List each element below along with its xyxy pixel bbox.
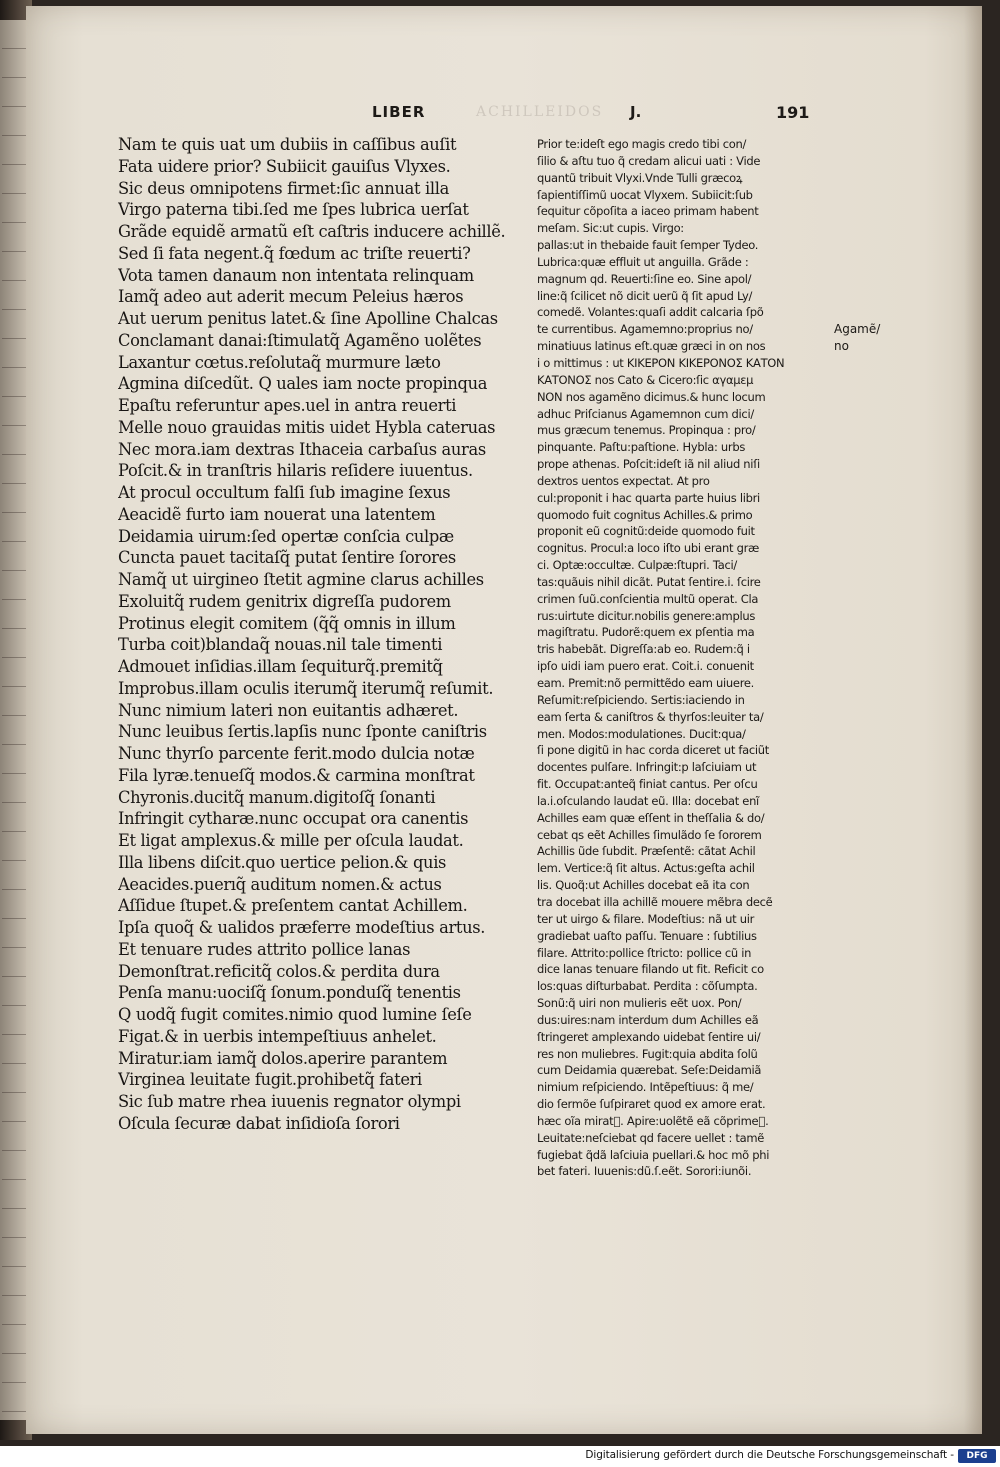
commentary-line: quomodo fuit cognitus Achilles.& primo (537, 507, 753, 522)
previous-page-line (2, 281, 26, 310)
commentary-line: te currentibus. Agamemno:proprius no/ (537, 322, 753, 337)
previous-page-line (2, 1354, 26, 1383)
commentary-line: hæc oĩa miratᷓ. Apire:uolẽtẽ eã cõprimeᷓ. (537, 1113, 769, 1128)
poem-line: Q uodq̃ fugit comites.nimio quod lumine ſeſe (118, 1005, 472, 1024)
commentary-line: la.i.oſculando laudat eũ. Illa: docebat enĩ (537, 793, 759, 808)
previous-page-line (2, 1035, 26, 1064)
poem-line: Improbus.illam oculis iterumq̃ iterumq̃ reſumit. (118, 678, 494, 698)
previous-page-line (2, 310, 26, 339)
previous-page-line (2, 1325, 26, 1354)
previous-page-line (2, 165, 26, 194)
poem-line: Virgo paterna tibi.ſed me ſpes lubrica uerſat (118, 200, 469, 220)
poem-line: Nunc nimium lateri non euitantis adhæret. (118, 700, 459, 720)
previous-page-line (2, 977, 26, 1006)
commentary-line: Prior te:ideſt ego magis credo tibi con/ (537, 137, 747, 151)
previous-page-line (2, 803, 26, 832)
poem-line: Epaſtu referuntur apes.uel in antra reuerti (118, 396, 457, 415)
previous-page-line (2, 252, 26, 281)
poem-line: Miratur.iam iamq̃ dolos.aperire parantem (118, 1048, 448, 1068)
commentary-line: prope athenas. Poſcit:ideſt iã nil aliud niſi (537, 457, 760, 472)
commentary-line: fugiebat q̃dã laſciuia puellari.& hoc mõ phi (537, 1147, 770, 1162)
previous-page-line (2, 919, 26, 948)
previous-page-line (2, 745, 26, 774)
commentary-line: ΝΟΝ nos agamẽno dicimus.& hunc locum (537, 389, 766, 404)
poem-line: Poſcit.& in tranſtris hilaris reſidere iuuentus. (118, 461, 473, 481)
poem-line: Melle nouo grauidas mitis uidet Hybla cateruas (118, 417, 496, 437)
previous-page-line (2, 629, 26, 658)
commentary-line: fit. Occupat:anteq̃ finiat cantus. Per oſcu (537, 777, 758, 792)
poem-line: Aut uerum penitus latet.& ſine Apolline Chalcas (118, 309, 498, 328)
previous-page-edge (0, 20, 28, 1420)
previous-page-line (2, 397, 26, 426)
commentary-line: crimen ſuũ.conſcientia multũ operat. Cla (537, 591, 759, 606)
poem-line: Turba coit)blandaq̃ nouas.nil tale timenti (118, 635, 443, 655)
poem-line: Grãde equidẽ armatũ eſt caſtris inducere achillẽ. (118, 222, 506, 241)
poem-line: Fata uidere prior? Subiicit gauiſus Vlyxes. (118, 156, 451, 176)
commentary-line: tas:quãuis nihil dicãt. Putat ſentire.i. ſcire (537, 574, 761, 589)
commentary-line: bet fateri. Iuuenis:dũ.ſ.eẽt. Sorori:iunõi. (537, 1164, 752, 1179)
poem-line: Et ligat amplexus.& mille per oſcula laudat. (118, 831, 464, 850)
poem-line: Illa libens diſcit.quo uertice pelion.& quis (118, 852, 447, 872)
previous-page-line (2, 658, 26, 687)
poem-line: Demonſtrat.reficitq̃ colos.& perdita dura (118, 961, 440, 981)
poem-line: Figat.& in uerbis intempeſtiuus anhelet. (118, 1026, 437, 1046)
previous-page-line (2, 1006, 26, 1035)
commentary-line: cul:proponit i hac quarta parte huius libri (537, 490, 760, 505)
previous-page-line (2, 1093, 26, 1122)
previous-page-line (2, 1209, 26, 1238)
poem-line: Iamq̃ adeo aut aderit mecum Peleius hæros (118, 287, 464, 307)
commentary-line: tris habebãt. Digreſſa:ab eo. Rudem:q̃ i (537, 642, 750, 657)
commentary-line: ci. Optæ:occultæ. Culpæ:ſtupri. Taci/ (537, 558, 737, 573)
previous-page-line (2, 513, 26, 542)
commentary-line: dextros uentos expectat. At pro (537, 473, 710, 488)
poem-line: Sic deus omnipotens firmet:ſic annuat illa (118, 178, 449, 198)
previous-page-line (2, 832, 26, 861)
margin-note (834, 321, 894, 355)
poem-line: Laxantur cœtus.reſolutaq̃ murmure læto (118, 352, 441, 372)
previous-page-line (2, 20, 26, 49)
previous-page-line (2, 1238, 26, 1267)
poem-line: Infringit cytharæ.nunc occupat ora canentis (118, 809, 469, 829)
previous-page-line (2, 78, 26, 107)
poem-line: Aeacidẽ furto iam nouerat una latentem (118, 504, 436, 524)
previous-page-line (2, 571, 26, 600)
poem-line: Nunc thyrſo parcente ferit.modo dulcia notæ (118, 744, 475, 763)
poem-line: Admouet inſidias.illam ſequiturq̃.premitq̃ (118, 657, 443, 676)
commentary-line: dus:uires:nam interdum dum Achilles eã (537, 1012, 759, 1027)
previous-page-line (2, 1383, 26, 1412)
poem-line: Nunc leuibus ſertis.lapſis nunc ſponte caniſtris (118, 722, 487, 742)
commentary-column (537, 136, 837, 1180)
showthrough-text: ACHILLEIDOS (476, 104, 604, 120)
commentary-line: ſequitur cõpoſita a iaceo primam habent (537, 204, 759, 219)
previous-page-line (2, 484, 26, 513)
previous-page-line (2, 136, 26, 165)
poem-line: Protinus elegit comitem (q̃q̃ omnis in illum (118, 613, 456, 633)
dfg-logo: DFG (958, 1449, 996, 1463)
commentary-line: filare. Attrito:pollice ſtricto: pollice cũ in (537, 945, 752, 960)
poem-line: Penſa manu:uociſq̃ ſonum.ponduſq̃ tenentis (118, 983, 461, 1003)
commentary-line: Achilles eam quæ eſſent in theſſalia & do/ (537, 810, 765, 825)
commentary-line: cebat qs eẽt Achilles ſimulãdo ſe ſororem (537, 827, 762, 842)
previous-page-line (2, 223, 26, 252)
previous-page-line (2, 861, 26, 890)
commentary-line: nimium reſpiciendo. Intẽpeſtiuus: q̃ me/ (537, 1080, 754, 1095)
commentary-line: magnum qd. Reuerti:ſine eo. Sine apol/ (537, 271, 752, 286)
margin-note-line: Agamẽ/ (834, 322, 881, 336)
previous-page-line (2, 368, 26, 397)
commentary-line: Lubrica:quæ effluit ut anguilla. Grãde : (537, 254, 749, 269)
poem-line: Aeacides.puerıq̃ auditum nomen.& actus (118, 874, 442, 894)
commentary-line: gradiebat uaſto paſſu. Tenuare : ſubtilius (537, 928, 757, 943)
book-page (26, 6, 982, 1434)
poem-line: Vota tamen danaum non intentata relinquam (118, 265, 474, 285)
poem-line: Cuncta pauet tacitaſq̃ putat ſentire ſorores (118, 548, 456, 568)
commentary-line: ΚΑΤΟΝΟΣ nos Cato & Cicero:ſic αγαμεμ (537, 372, 754, 387)
previous-page-line (2, 1180, 26, 1209)
previous-page-line (2, 774, 26, 803)
commentary-line: los:quas diſturbabat. Perdita : cõſumpta. (537, 979, 758, 994)
commentary-line: ſapientiſſimũ uocat Vlyxem. Subiicit:ſub (537, 187, 753, 202)
previous-page-line (2, 1064, 26, 1093)
commentary-line: rus:uirtute dicitur.nobilis genere:amplus (537, 608, 756, 623)
commentary-line: ſtringeret amplexando uidebat ſentire ui/ (537, 1029, 761, 1044)
commentary-line: eam ſerta & caniſtros & thyrſos:leuiter ta/ (537, 709, 764, 724)
poem-text-column (118, 134, 538, 1135)
previous-page-line (2, 890, 26, 919)
previous-page-line (2, 600, 26, 629)
commentary-line: pallas:ut in thebaide fauit ſemper Tydeo. (537, 238, 759, 253)
commentary-line: cognitus. Procul:a loco iſto ubi erant græ (537, 541, 760, 556)
previous-page-line (2, 1267, 26, 1296)
commentary-line: i o mittimus : ut ΚΙΚΕΡΟΝ ΚΙΚΕΡΟΝΟΣ ΚΑΤΟΝ (537, 355, 785, 370)
page-header (26, 103, 982, 133)
poem-line: Aſſidue ſtupet.& preſentem cantat Achillem. (118, 896, 468, 916)
commentary-line: ter ut uirgo & filare. Modeſtius: nã ut uir (537, 911, 755, 926)
commentary-line: quantũ tribuit Vlyxi.Vnde Tulli græcoꝝ (537, 170, 743, 185)
commentary-line: adhuc Priſcianus Agamemnon cum dici/ (537, 406, 754, 421)
margin-note-line: no (834, 339, 849, 353)
commentary-line: lem. Vertice:q̃ ſit altus. Actus:geſta achil (537, 861, 755, 876)
commentary-line: mus græcum tenemus. Propinqua : pro/ (537, 423, 756, 438)
folio-number: 191 (776, 103, 810, 122)
poem-line: Et tenuare rudes attrito pollice lanas (118, 939, 411, 959)
commentary-line: Achillis ũde ſubdit. Præſentẽ: cãtat Achil (537, 844, 756, 859)
commentary-line: ſilio & aſtu tuo q̃ credam alicui uati : Vide (537, 153, 761, 168)
commentary-line: line:q̃ ſcilicet nõ dicit uerũ q̃ ſit apud Ly/ (537, 288, 753, 303)
poem-line: Ipſa quoq̃ & ualidos præferre modeſtius artus. (118, 918, 486, 937)
commentary-line: ſi pone digitũ in hac corda diceret ut faciũt (537, 743, 770, 758)
commentary-line: Reſumit:reſpiciendo. Sertis:iaciendo in (537, 692, 745, 707)
footer-bar (0, 1446, 1000, 1467)
poem-line: Virginea leuitate fugit.prohibetq̃ fateri (118, 1070, 422, 1090)
commentary-line: Sonũ:q̃ uiri non mulieris eẽt uox. Pon/ (537, 996, 742, 1011)
poem-line: Nec mora.iam dextras Ithaceia carbaſus auras (118, 439, 486, 459)
commentary-line: men. Modos:modulationes. Ducit:qua/ (537, 726, 746, 741)
previous-page-line (2, 1122, 26, 1151)
commentary-line: dice lanas tenuare filando ut fit. Reficit co (537, 962, 764, 977)
commentary-line: eam. Premit:nõ permittẽdo eam uiuere. (537, 676, 754, 690)
commentary-line: Leuitate:neſciebat qd facere uellet : tamẽ (537, 1130, 765, 1145)
commentary-line: comedẽ. Volantes:quaſi addit calcaria ſpõ (537, 305, 764, 320)
previous-page-line (2, 1296, 26, 1325)
previous-page-line (2, 339, 26, 368)
previous-page-line (2, 687, 26, 716)
commentary-line: ipſo uidi iam puero erat. Coit.i. conuenit (537, 659, 754, 674)
previous-page-line (2, 107, 26, 136)
poem-line: Deidamia uirum:ſed opertæ conſcia culpæ (118, 526, 454, 546)
commentary-line: lis. Quoq̃:ut Achilles docebat eã ita con (537, 878, 750, 893)
previous-page-line (2, 426, 26, 455)
poem-line: Exoluitq̃ rudem genitrix digreſſa pudorem (118, 591, 451, 611)
commentary-line: docentes pulſare. Infringit:p laſciuiam ut (537, 760, 757, 775)
poem-line: Namq̃ ut uirgineo ſtetit agmine clarus achilles (118, 570, 484, 589)
previous-page-line (2, 49, 26, 78)
poem-line: At procul occultum falſi ſub imagine ſexus (118, 483, 451, 502)
previous-page-line (2, 542, 26, 571)
poem-line: Chyronis.ducitq̃ manum.digitoſq̃ ſonanti (118, 787, 436, 807)
signature-mark: J. (630, 103, 642, 121)
commentary-line: cum Deidamia quærebat. Seſe:Deidamiã (537, 1063, 762, 1078)
commentary-line: magiſtratu. Pudorẽ:quem ex pſentia ma (537, 625, 755, 640)
previous-page-line (2, 716, 26, 745)
commentary-line: proponit eũ cognitũ:deide quomodo fuit (537, 524, 755, 539)
previous-page-line (2, 1151, 26, 1180)
poem-line: Agmina diſcedũt. Q uales iam nocte propinqua (118, 374, 488, 394)
poem-line: Nam te quis uat um dubiis in caſſibus auſit (118, 135, 457, 154)
commentary-line: res non muliebres. Fugit:quia abdita ſolũ (537, 1046, 758, 1061)
commentary-line: minatiuus latinus eſt.quæ græci in on nos (537, 339, 766, 354)
commentary-line: tra docebat illa achillẽ mouere mẽbra decẽ (537, 894, 773, 909)
funding-credit: Digitalisierung gefördert durch die Deutsche Forschungsgemeinschaft - (585, 1449, 954, 1461)
previous-page-line (2, 455, 26, 484)
commentary-line: meſam. Sic:ut cupis. Virgo: (537, 221, 684, 236)
poem-line: Sed ſi fata negent.q̃ fœdum ac triſte reuerti? (118, 243, 471, 263)
commentary-line: dio ſermõe ſuſpiraret quod ex amore erat. (537, 1097, 766, 1112)
previous-page-line (2, 194, 26, 223)
running-title: LIBER (372, 103, 426, 121)
poem-line: Fila lyræ.tenueſq̃ modos.& carmina monſtrat (118, 765, 475, 785)
previous-page-line (2, 948, 26, 977)
page-edge-shadow (964, 6, 982, 1434)
poem-line: Oſcula ſecuræ dabat inſidioſa ſorori (118, 1113, 400, 1133)
poem-line: Sic ſub matre rhea iuuenis regnator olympi (118, 1092, 461, 1111)
poem-line: Conclamant danai:ſtimulatq̃ Agamẽno uolẽtes (118, 330, 482, 350)
commentary-line: pinquante. Paſtu:paſtione. Hybla: urbs (537, 440, 746, 455)
